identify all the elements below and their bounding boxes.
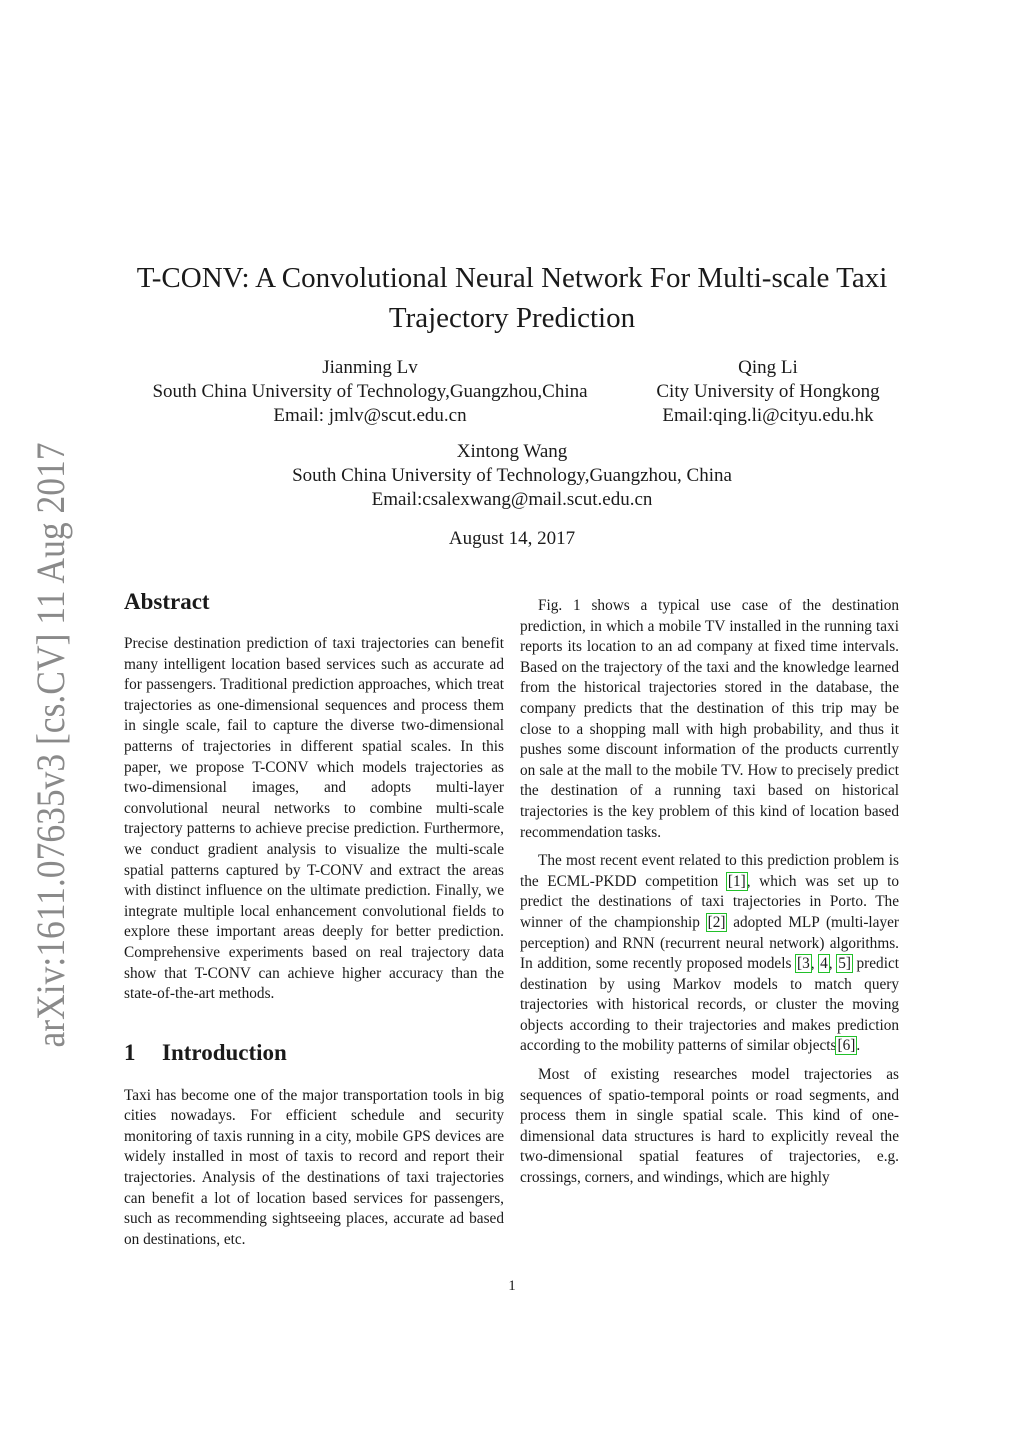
author-affiliation: South China University of Technology,Guangzhou,China bbox=[152, 381, 588, 402]
intro-paragraph-1: Taxi has become one of the major transportation tools in big cities nowadays. For efficient schedule and security monitoring of taxis running in a city, mobile GPS devices are widely installed in most of taxis to record and report their trajectories. Analysis of the destinations of taxi trajectories can benefit a lot of location based services for passengers, such as recommending sightseeing places, accurate ad based on destinations, etc. bbox=[124, 1086, 504, 1248]
author-block-3 bbox=[212, 440, 812, 512]
citation-link[interactable]: [2] bbox=[707, 913, 726, 931]
left-column bbox=[124, 588, 504, 1250]
publication-date: August 14, 2017 bbox=[448, 528, 576, 549]
section-heading-introduction bbox=[124, 1039, 504, 1067]
title-line-2: Trajectory Prediction bbox=[388, 302, 636, 334]
paper-title bbox=[100, 258, 924, 338]
arxiv-id: arXiv:1611.07635v3 [cs.CV] 11 Aug 2017 bbox=[28, 440, 73, 1048]
citation-link[interactable]: [3 bbox=[796, 955, 810, 973]
author-email[interactable]: Email:qing.li@cityu.edu.hk bbox=[662, 405, 874, 426]
abstract-heading: Abstract bbox=[124, 589, 210, 614]
author-affiliation: City University of Hongkong bbox=[656, 381, 880, 402]
page-number: 1 bbox=[508, 1278, 516, 1294]
abstract-text: Precise destination prediction of taxi trajectories can benefit many intelligent location based services such as accurate ad for passengers. Traditional prediction approaches, which treat trajectories as one-dimensional sequences and process them in single scale, fail to capture the diverse two-dimensional patterns of trajectories in different spatial scales. In this paper, we propose T-CONV which models trajectories as two-dimensional images, and adopts multi-layer convolutional neural networks to combine multi-scale trajectory patterns to achieve precise prediction. Furthermore, we conduct gradient analysis to visualize the multi-scale spatial patterns captured by T-CONV and extract the areas with distinct influence on the ultimate prediction. Finally, we integrate multiple local enhancement convolutional fields to explore these important areas deeply for better prediction. Comprehensive experiments based on real trajectory data show that T-CONV can achieve higher accuracy than the state-of-the-art methods. bbox=[124, 635, 504, 1003]
author-block-2 bbox=[626, 356, 910, 428]
section-number: 1 bbox=[124, 1039, 136, 1065]
author-name: Jianming Lv bbox=[322, 357, 418, 378]
intro-paragraph-3: The most recent event related to this prediction problem is the ECML-PKDD competition [1], which was set up to predict the destinations of taxi trajectories in Porto. The winner of the championship [2] adopted MLP (multi-layer perception) and RNN (recurrent neural network) algorithms. In addition, some recently proposed models [3, 4, 5] predict destination by using Markov models to match query trajectories with historical records, or cluster the moving objects according to their trajectories and makes prediction according to the mobility patterns of similar objects[6]. bbox=[520, 852, 899, 1055]
author-email[interactable]: Email:csalexwang@mail.scut.edu.cn bbox=[371, 489, 653, 510]
intro-paragraph-2: Fig. 1 shows a typical use case of the destination prediction, in which a mobile TV installed in the running taxi reports its location to an ad company at fixed time intervals. Based on the trajectory of the taxi and the knowledge learned from the historical trajectories stored in the database, the company predicts that the destination of this trip may be close to a shopping mall with high probability, and thus it pushes some discount information of the products currently on sale at the mall to the mobile TV. How to precisely predict the destination of a running taxi based on historical trajectories is the key problem of this kind of location based recommendation tasks. bbox=[520, 597, 899, 841]
citation-link[interactable]: [1] bbox=[727, 872, 746, 890]
section-title: Introduction bbox=[162, 1039, 287, 1065]
citation-link[interactable]: [6] bbox=[837, 1037, 856, 1055]
citation-link[interactable]: 4 bbox=[820, 955, 828, 973]
arxiv-stamp bbox=[8, 440, 80, 1050]
author-name: Qing Li bbox=[738, 357, 798, 378]
title-line-1: T-CONV: A Convolutional Neural Network For Multi-scale Taxi bbox=[136, 262, 888, 294]
author-affiliation: South China University of Technology,Guangzhou, China bbox=[292, 465, 732, 486]
citation-link[interactable]: 5] bbox=[838, 955, 851, 973]
author-block-1 bbox=[120, 356, 620, 428]
author-email[interactable]: Email: jmlv@scut.edu.cn bbox=[273, 405, 467, 426]
intro-paragraph-4: Most of existing researches model trajectories as sequences of spatio-temporal points or road segments, and process them in single spatial scale. This kind of one-dimensional data structures is hard to explicitly reveal the two-dimensional spatial features of trajectories, e.g. crossings, corners, and windings, which are highly bbox=[520, 1066, 899, 1187]
author-name: Xintong Wang bbox=[456, 441, 568, 462]
right-column bbox=[520, 596, 899, 1189]
